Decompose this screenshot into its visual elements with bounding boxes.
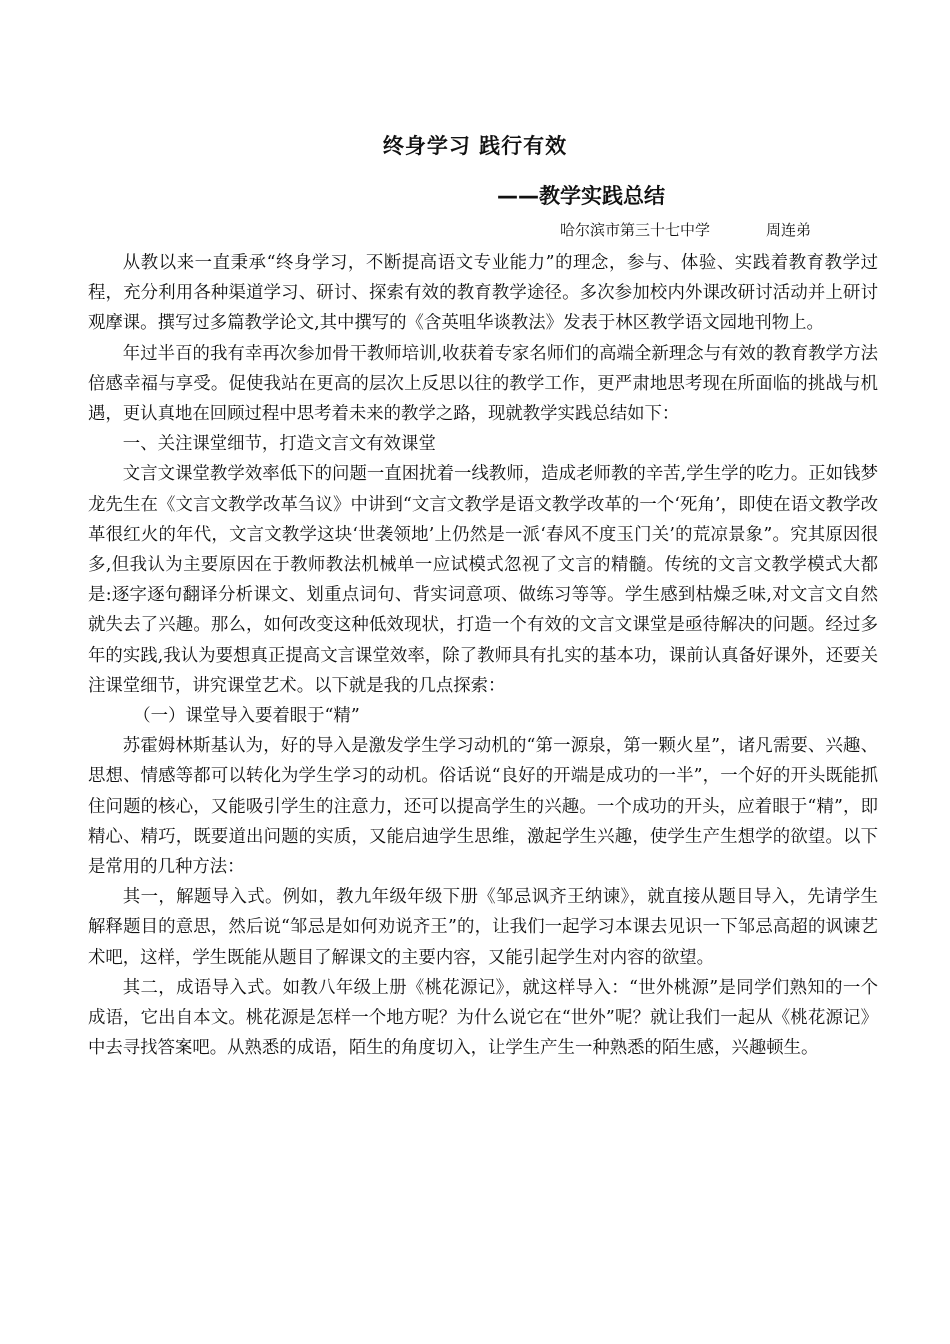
paragraph: 其一，解题导入式。例如，教九年级年级下册《邹忌讽齐王纳谏》，就直接从题目导入，先请学生解释题目的意思，然后说“邹忌是如何劝说齐王”的，让我们一起学习本课去见识一下邹忌高超的讽谏艺术吧，这样，学生既能从题目了解课文的主要内容，又能引起学生对内容的欲望。 [88, 887, 878, 968]
byline [560, 219, 811, 240]
paragraph: 其二，成语导入式。如教八年级上册《桃花源记》，就这样导入：“世外桃源”是同学们熟知的一个成语，它出自本文。桃花源是怎样一个地方呢？为什么说它在“世外”呢？就让我们一起从《桃花源记》中去寻找答案吧。从熟悉的成语，陌生的角度切入，让学生产生一种熟悉的陌生感，兴趣顿生。 [88, 977, 878, 1059]
paragraph: 文言文课堂教学效率低下的问题一直困扰着一线教师，造成老师教的辛苦,学生学的吃力。正如钱梦龙先生在《文言文教学改革刍议》中讲到“文言文教学是语文教学改革的一个‘死角’，即使在语文教学改革很红火的年代，文言文教学这块‘世袭领地’上仍然是一派‘春风不度玉门关’的荒凉景象”。究其原因很多,但我认为主要原因在于教师教法机械单一应试模式忽视了文言的精髓。传统的文言文教学模式大都是:逐字逐句翻译分析课文、划重点词句、背实词意项、做练习等等。学生感到枯燥乏味,对文言文自然就失去了兴趣。那么，如何改变这种低效现状，打造一个有效的文言文课堂是亟待解决的问题。经过多年的实践,我认为要想真正提高文言课堂效率，除了教师具有扎实的基本功，课前认真备好课外，还要关注课堂细节，讲究课堂艺术。以下就是我的几点探索： [88, 464, 878, 696]
paragraph: 年过半百的我有幸再次参加骨干教师培训,收获着专家名师们的高端全新理念与有效的教育教学方法倍感幸福与享受。促使我站在更高的层次上反思以往的教学工作，更严肃地思考现在所面临的挑战与机遇，更认真地在回顾过程中思考着未来的教学之路，现就教学实践总结如下： [88, 343, 878, 425]
paragraph: 从教以来一直秉承“终身学习，不断提高语文专业能力”的理念，参与、体验、实践着教育教学过程，充分利用各种渠道学习、研讨、探索有效的教育教学途径。多次参加校内外课改研讨活动并上研讨观摩课。撰写过多篇教学论文,其中撰写的《含英咀华谈教法》发表于林区教学语文园地刊物上。 [88, 253, 878, 334]
page-subtitle: ——教学实践总结 [497, 184, 665, 208]
section-heading: 一、关注课堂细节，打造文言文有效课堂 [122, 434, 436, 455]
subsection-heading: （一）课堂导入要着眼于“精” [133, 706, 360, 727]
article-body [88, 248, 878, 1063]
byline-author: 周连弟 [766, 221, 812, 239]
byline-school: 哈尔滨市第三十七中学 [560, 221, 711, 239]
paragraph: 苏霍姆林斯基认为，好的导入是激发学生学习动机的“第一源泉，第一颗火星”，诸凡需要、兴趣、思想、情感等都可以转化为学生学习的动机。俗话说“良好的开端是成功的一半”，一个好的开头既能抓住问题的核心，又能吸引学生的注意力，还可以提高学生的兴趣。一个成功的开头，应着眼于“精”，即精心、精巧，既要道出问题的实质，又能启迪学生思维，激起学生兴趣，使学生产生想学的欲望。以下是常用的几种方法： [88, 736, 878, 878]
page-title: 终身学习 践行有效 [382, 134, 568, 158]
